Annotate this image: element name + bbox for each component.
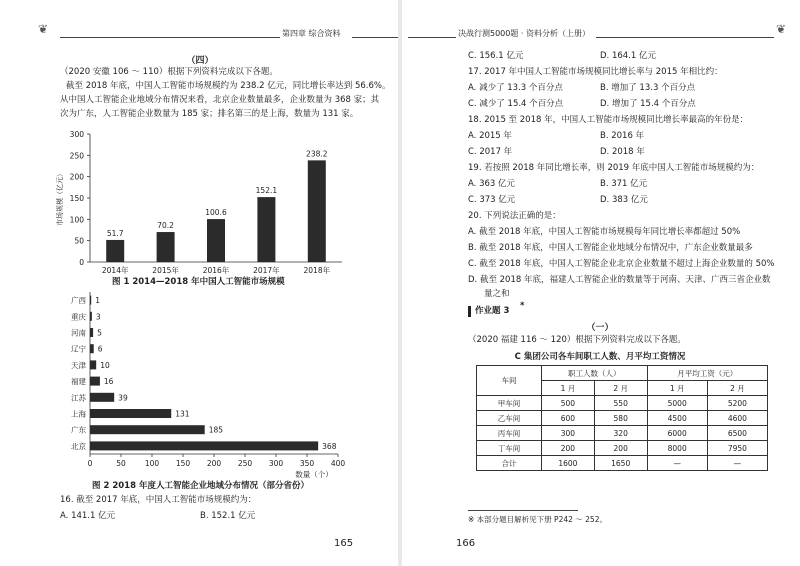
bar xyxy=(90,425,205,434)
y-tick-label: 100 xyxy=(69,215,84,225)
data-label: 1 xyxy=(95,296,100,306)
category-label: 福建 xyxy=(71,377,86,387)
data-label: 100.6 xyxy=(205,208,227,218)
col-header-staff: 职工人数（人） xyxy=(542,366,648,381)
q19-option-d: D. 383 亿元 xyxy=(600,195,648,205)
x-tick-label: 2016年 xyxy=(202,266,230,274)
bar xyxy=(90,344,94,353)
y-tick-label: 300 xyxy=(69,130,84,139)
table-cell: 300 xyxy=(542,426,595,441)
x-tick-label: 2015年 xyxy=(152,266,179,274)
question-20: 20. 下列说法正确的是： xyxy=(468,211,561,221)
table-row xyxy=(477,396,768,411)
q18-option-d: D. 2018 年 xyxy=(600,147,645,157)
bar xyxy=(90,441,318,450)
category-label: 河南 xyxy=(71,328,86,338)
page-number: 165 xyxy=(334,538,354,549)
ornament-icon: ❦ xyxy=(776,22,787,36)
question-19: 19. 若按照 2018 年同比增长率，则 2019 年底中国人工智能市场规模约为： xyxy=(468,163,760,173)
bar xyxy=(90,377,100,386)
q16-option-a: A. 141.1 亿元 xyxy=(60,511,116,521)
table-cell: 8000 xyxy=(647,441,707,456)
section-heading: （四） xyxy=(186,56,214,66)
table-title: C 集团公司各车间职工人数、月平均工资情况 xyxy=(514,352,686,362)
table-cell: 200 xyxy=(594,441,647,456)
q16-option-c: C. 156.1 亿元 xyxy=(468,51,524,61)
table-cell: 1600 xyxy=(542,456,595,471)
wage-table xyxy=(476,365,768,471)
bar xyxy=(257,197,275,262)
header-book-title: 决战行测5000题 · 资料分析（上册） xyxy=(458,29,590,38)
y-tick-label: 150 xyxy=(69,194,84,203)
bar xyxy=(90,328,93,337)
q20-option-b: B. 截至 2018 年底，中国人工智能企业地域分布情况中，广东企业数量最多 xyxy=(468,243,753,253)
section-marker xyxy=(468,306,471,317)
table-cell: 合计 xyxy=(477,456,542,471)
category-label: 辽宁 xyxy=(71,344,86,354)
data-label: 238.2 xyxy=(306,149,328,159)
x-tick-label: 350 xyxy=(299,459,315,468)
data-label: 185 xyxy=(208,425,224,435)
category-label: 江苏 xyxy=(71,393,86,403)
x-tick-label: 400 xyxy=(330,459,346,468)
col-header-workshop: 车间 xyxy=(477,366,542,396)
table-cell: — xyxy=(707,456,767,471)
footnote-text: ※ 本部分题目解析见下册 P242 ～ 252。 xyxy=(468,515,607,524)
table-cell: 5200 xyxy=(707,396,767,411)
paragraph-line: 次为广东，人工智能企业数量为 185 家；排名第三的是上海，数量为 131 家。 xyxy=(60,109,359,119)
table-cell: 600 xyxy=(542,411,595,426)
category-label: 广东 xyxy=(71,425,86,435)
bar xyxy=(207,219,225,262)
data-label: 39 xyxy=(118,393,128,403)
data-label: 368 xyxy=(322,441,337,451)
table-cell: 5000 xyxy=(647,396,707,411)
paragraph-line: 截至 2018 年底，中国人工智能市场规模约为 238.2 亿元，同比增长率达到 56.6%。 xyxy=(66,81,391,91)
category-label: 重庆 xyxy=(71,312,86,322)
x-tick-label: 2018年 xyxy=(303,266,331,274)
question-16: 16. 截至 2017 年底，中国人工智能市场规模约为： xyxy=(60,495,257,505)
header-rule xyxy=(596,37,774,38)
col-header-feb: 2 月 xyxy=(707,381,767,396)
header-chapter: 第四章 综合资料 xyxy=(282,29,341,38)
figure2-caption: 图 2 2018 年度人工智能企业地域分布情况（部分省份） xyxy=(92,481,309,491)
header-rule xyxy=(408,37,456,38)
x-tick-label: 0 xyxy=(87,459,93,468)
data-label: 131 xyxy=(175,409,190,419)
enterprise-distribution-bar-chart xyxy=(50,288,350,478)
table-cell: 甲车间 xyxy=(477,396,542,411)
data-label: 3 xyxy=(95,312,101,322)
data-label: 10 xyxy=(100,360,110,370)
q17-option-d: D. 增加了 15.4 个百分点 xyxy=(600,99,696,109)
data-label: 70.2 xyxy=(157,221,174,231)
bar xyxy=(90,312,92,321)
table-row xyxy=(477,441,768,456)
right-page xyxy=(400,0,800,566)
x-tick-label: 2014年 xyxy=(101,266,129,274)
question-18: 18. 2015 至 2018 年，中国人工智能市场规模同比增长率最高的年份是： xyxy=(468,115,749,125)
table-row-total xyxy=(477,456,768,471)
bar xyxy=(90,393,114,402)
table-cell: 6000 xyxy=(647,426,707,441)
table-cell: 550 xyxy=(594,396,647,411)
intro-text: （2020 福建 116 ～ 120）根据下列资料完成以下各题。 xyxy=(468,335,686,345)
col-header-jan: 1 月 xyxy=(542,381,595,396)
bar xyxy=(90,360,96,369)
paragraph-line: 从中国人工智能企业地域分布情况来看，北京企业数量最多，企业数量为 368 家；其 xyxy=(60,95,380,105)
category-label: 广西 xyxy=(71,296,86,306)
q17-option-b: B. 增加了 13.3 个百分点 xyxy=(600,83,696,93)
table-cell: 580 xyxy=(594,411,647,426)
figure1-caption: 图 1 2014—2018 年中国人工智能市场规模 xyxy=(112,277,285,287)
y-tick-label: 50 xyxy=(74,236,84,246)
footnote-rule xyxy=(468,510,578,511)
market-size-bar-chart xyxy=(50,126,350,274)
data-label: 5 xyxy=(97,328,102,338)
data-label: 6 xyxy=(97,344,103,354)
table-cell: 乙车间 xyxy=(477,411,542,426)
homework-label: 作业题 3 xyxy=(475,306,510,316)
intro-text: （2020 安徽 106 ～ 110）根据下列资料完成以下各题。 xyxy=(60,67,278,77)
y-tick-label: 0 xyxy=(79,258,84,267)
q19-option-a: A. 363 亿元 xyxy=(468,179,515,189)
q20-option-d-continued: 量之和 xyxy=(484,289,510,299)
q17-option-c: C. 减少了 15.4 个百分点 xyxy=(468,99,564,109)
q19-option-b: B. 371 亿元 xyxy=(600,179,648,189)
category-label: 天津 xyxy=(71,360,86,370)
data-label: 51.7 xyxy=(106,228,124,238)
x-axis-label: 数量（个） xyxy=(295,470,333,478)
header-rule xyxy=(60,37,280,38)
x-tick-label: 100 xyxy=(144,459,160,468)
homework-footnote-mark: * xyxy=(520,301,525,311)
table-cell: 4600 xyxy=(707,411,767,426)
bar xyxy=(157,232,175,262)
q18-option-a: A. 2015 年 xyxy=(468,131,512,141)
y-axis-label: 市场规模（亿元） xyxy=(56,170,64,226)
x-tick-label: 200 xyxy=(206,459,222,468)
x-tick-label: 250 xyxy=(237,459,253,468)
col-header-wage: 月平均工资（元） xyxy=(647,366,767,381)
table-cell: — xyxy=(647,456,707,471)
data-label: 152.1 xyxy=(255,186,278,196)
x-tick-label: 50 xyxy=(116,459,126,468)
table-cell: 1650 xyxy=(594,456,647,471)
section-heading: （一） xyxy=(586,323,614,333)
ornament-icon: ❦ xyxy=(38,22,49,36)
q17-option-a: A. 减少了 13.3 个百分点 xyxy=(468,83,563,93)
bar xyxy=(106,240,124,262)
q19-option-c: C. 373 亿元 xyxy=(468,195,516,205)
x-tick-label: 300 xyxy=(268,459,284,468)
table-row xyxy=(477,426,768,441)
table-cell: 丙车间 xyxy=(477,426,542,441)
bar xyxy=(308,160,326,262)
col-header-feb: 2 月 xyxy=(594,381,647,396)
table-cell: 4500 xyxy=(647,411,707,426)
q20-option-d: D. 截至 2018 年底，福建人工智能企业的数量等于河南、天津、广西三省企业数 xyxy=(468,275,771,285)
header-rule xyxy=(352,37,398,38)
q20-option-a: A. 截至 2018 年底，中国人工智能市场规模每年同比增长率都超过 50% xyxy=(468,227,741,237)
table-cell: 丁车间 xyxy=(477,441,542,456)
page-number: 166 xyxy=(456,538,476,549)
q18-option-b: B. 2016 年 xyxy=(600,131,645,141)
data-label: 16 xyxy=(103,377,114,387)
q18-option-c: C. 2017 年 xyxy=(468,147,513,157)
x-tick-label: 2017年 xyxy=(253,266,280,274)
q16-option-d: D. 164.1 亿元 xyxy=(600,51,656,61)
bar xyxy=(90,409,171,418)
q20-option-c: C. 截至 2018 年底，中国人工智能企业北京企业数量不超过上海企业数量的 50% xyxy=(468,259,775,269)
col-header-jan: 1 月 xyxy=(647,381,707,396)
table-cell: 500 xyxy=(542,396,595,411)
y-tick-label: 250 xyxy=(69,151,84,161)
table-cell: 320 xyxy=(594,426,647,441)
table-cell: 6500 xyxy=(707,426,767,441)
x-tick-label: 150 xyxy=(175,459,191,468)
question-17: 17. 2017 年中国人工智能市场规模同比增长率与 2015 年相比约： xyxy=(468,67,723,77)
bar xyxy=(90,296,91,305)
table-cell: 7950 xyxy=(707,441,767,456)
q16-option-b: B. 152.1 亿元 xyxy=(200,511,256,521)
y-tick-label: 200 xyxy=(69,172,84,182)
category-label: 北京 xyxy=(71,441,86,451)
table-cell: 200 xyxy=(542,441,595,456)
category-label: 上海 xyxy=(71,409,86,419)
table-row xyxy=(477,411,768,426)
